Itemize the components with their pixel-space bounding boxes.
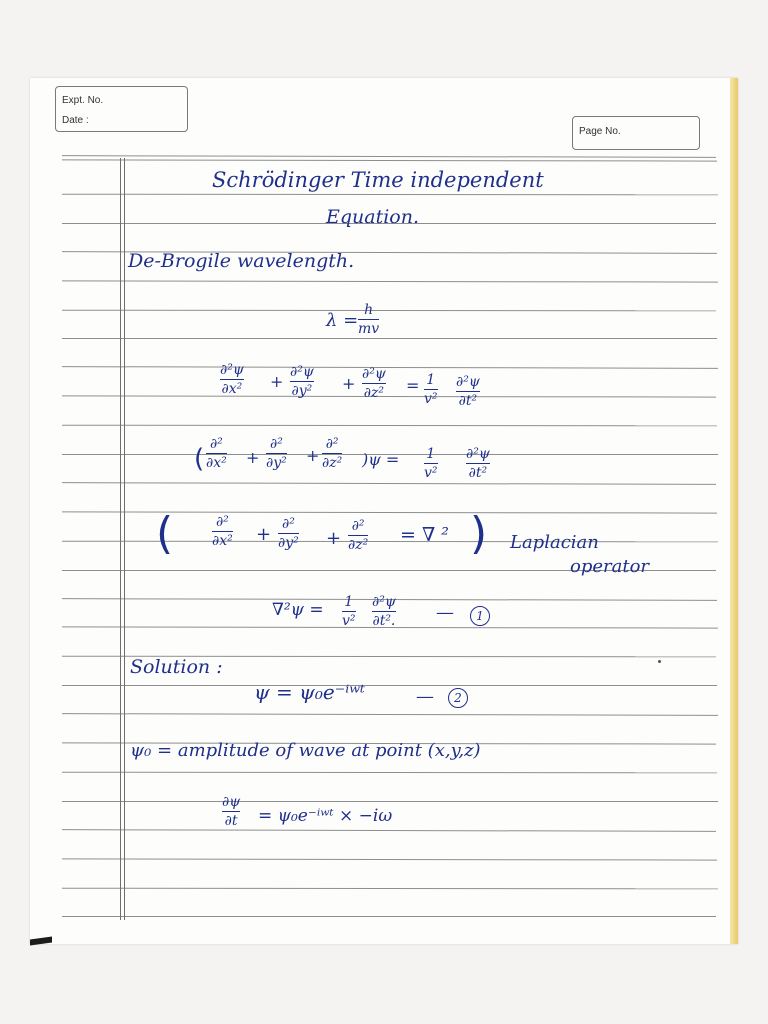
op-term-x-den: ∂x²	[206, 455, 227, 471]
lap-plus-2: +	[326, 528, 342, 549]
lap-term-z	[348, 518, 368, 553]
wave-rhs-coeff-num: 1	[426, 372, 436, 388]
eq3-lhs	[222, 794, 240, 829]
ruled-line	[62, 916, 716, 917]
eq2-text: ψ = ψ₀e⁻ⁱʷᵗ	[254, 680, 365, 704]
eq1-rhs-term-den: ∂t².	[372, 613, 396, 629]
op-rhs-term-den: ∂t²	[468, 465, 488, 481]
eq1-rhs-term	[372, 594, 396, 629]
dot-mark	[658, 660, 661, 663]
wave-term-x	[220, 362, 244, 397]
op-rhs-term-num: ∂²ψ	[466, 446, 490, 462]
eq2-number: 2	[448, 688, 468, 708]
wave-plus-2: +	[342, 374, 356, 393]
eq2-dash: —	[416, 686, 434, 707]
wave-term-z-num: ∂²ψ	[362, 366, 386, 382]
title-line-1: Schrödinger Time independent	[212, 168, 544, 192]
lap-term-z-num: ∂²	[351, 518, 365, 534]
ruled-line	[62, 338, 717, 339]
page-no-box	[572, 116, 700, 150]
eq1-rhs-coeff	[342, 594, 356, 629]
expt-no-label: Expt. No.	[62, 95, 104, 106]
page-edge	[730, 78, 738, 944]
eq1-lhs: ∇²ψ =	[272, 600, 324, 620]
lambda-num: h	[364, 302, 374, 318]
wave-term-x-den: ∂x²	[221, 381, 243, 397]
lap-term-x-den: ∂x²	[212, 533, 233, 549]
lap-term-y	[278, 516, 299, 551]
amplitude-line: ψ₀ = amplitude of wave at point (x,y,z)	[130, 740, 481, 761]
margin-line-left	[120, 158, 121, 920]
eq1-rhs-term-num: ∂²ψ	[372, 594, 396, 610]
wave-term-y	[290, 364, 314, 399]
lap-term-x-num: ∂²	[215, 514, 229, 530]
op-term-z-num: ∂²	[325, 436, 339, 452]
solution-label: Solution :	[130, 656, 223, 678]
lap-term-y-num: ∂²	[281, 516, 295, 532]
ruled-line	[62, 685, 717, 686]
operator-label: operator	[570, 556, 650, 577]
lap-plus-1: +	[256, 524, 272, 545]
eq1-number: 1	[470, 606, 490, 626]
op-rhs-coeff-den: v²	[424, 465, 438, 481]
wave-rhs-term-den: ∂t²	[458, 393, 478, 409]
wave-rhs-coeff-den: v²	[424, 391, 438, 407]
op-plus-1: +	[246, 448, 260, 467]
op-open-paren: (	[194, 444, 205, 474]
op-psi-equals: )ψ =	[362, 450, 400, 469]
op-rhs-coeff	[424, 446, 438, 481]
wave-rhs-term	[456, 374, 480, 409]
margin-line-right	[124, 158, 125, 920]
lambda-fraction	[358, 302, 379, 337]
wave-term-z-den: ∂z²	[363, 385, 385, 401]
wave-term-y-num: ∂²ψ	[290, 364, 314, 380]
op-term-y-num: ∂²	[269, 436, 283, 452]
expt-date-box	[55, 86, 188, 132]
op-plus-2: +	[306, 446, 320, 465]
op-rhs-coeff-num: 1	[426, 446, 436, 462]
date-label: Date :	[62, 115, 89, 126]
lap-term-y-den: ∂y²	[278, 535, 299, 551]
eq3-lhs-num: ∂ψ	[222, 794, 241, 810]
ruled-line	[62, 801, 718, 802]
wave-term-z	[362, 366, 386, 401]
op-term-z-den: ∂z²	[322, 455, 343, 471]
wave-term-y-den: ∂y²	[291, 383, 313, 399]
op-term-y-den: ∂y²	[266, 455, 287, 471]
lambda-lhs: λ =	[326, 310, 359, 331]
eq1-rhs-coeff-den: v²	[342, 613, 356, 629]
lap-term-x	[212, 514, 233, 549]
eq3-lhs-den: ∂t	[224, 813, 238, 829]
page-no-label: Page No.	[579, 126, 621, 137]
eq3-rhs: = ψ₀e⁻ⁱʷᵗ × −iω	[258, 806, 393, 826]
wave-plus-1: +	[270, 372, 284, 391]
wave-term-x-num: ∂²ψ	[220, 362, 244, 378]
lap-close-paren: )	[470, 508, 488, 559]
op-term-y	[266, 436, 287, 471]
eq1-dash: —	[436, 602, 454, 623]
op-term-x-num: ∂²	[209, 436, 223, 452]
lap-term-z-den: ∂z²	[348, 537, 369, 553]
op-rhs-term	[466, 446, 490, 481]
lap-equals-nabla: = ∇ ²	[400, 524, 449, 546]
lambda-den: mv	[358, 321, 380, 337]
de-broglie-heading: De-Brogile wavelength.	[128, 250, 355, 272]
op-term-x	[206, 436, 227, 471]
laplacian-label: Laplacian	[510, 532, 599, 553]
wave-rhs-coeff	[424, 372, 438, 407]
eq1-rhs-coeff-num: 1	[344, 594, 354, 610]
op-term-z	[322, 436, 342, 471]
title-line-2: Equation.	[326, 206, 420, 228]
wave-equals: =	[406, 376, 420, 395]
wave-rhs-term-num: ∂²ψ	[456, 374, 480, 390]
lap-open-paren: (	[156, 508, 174, 559]
